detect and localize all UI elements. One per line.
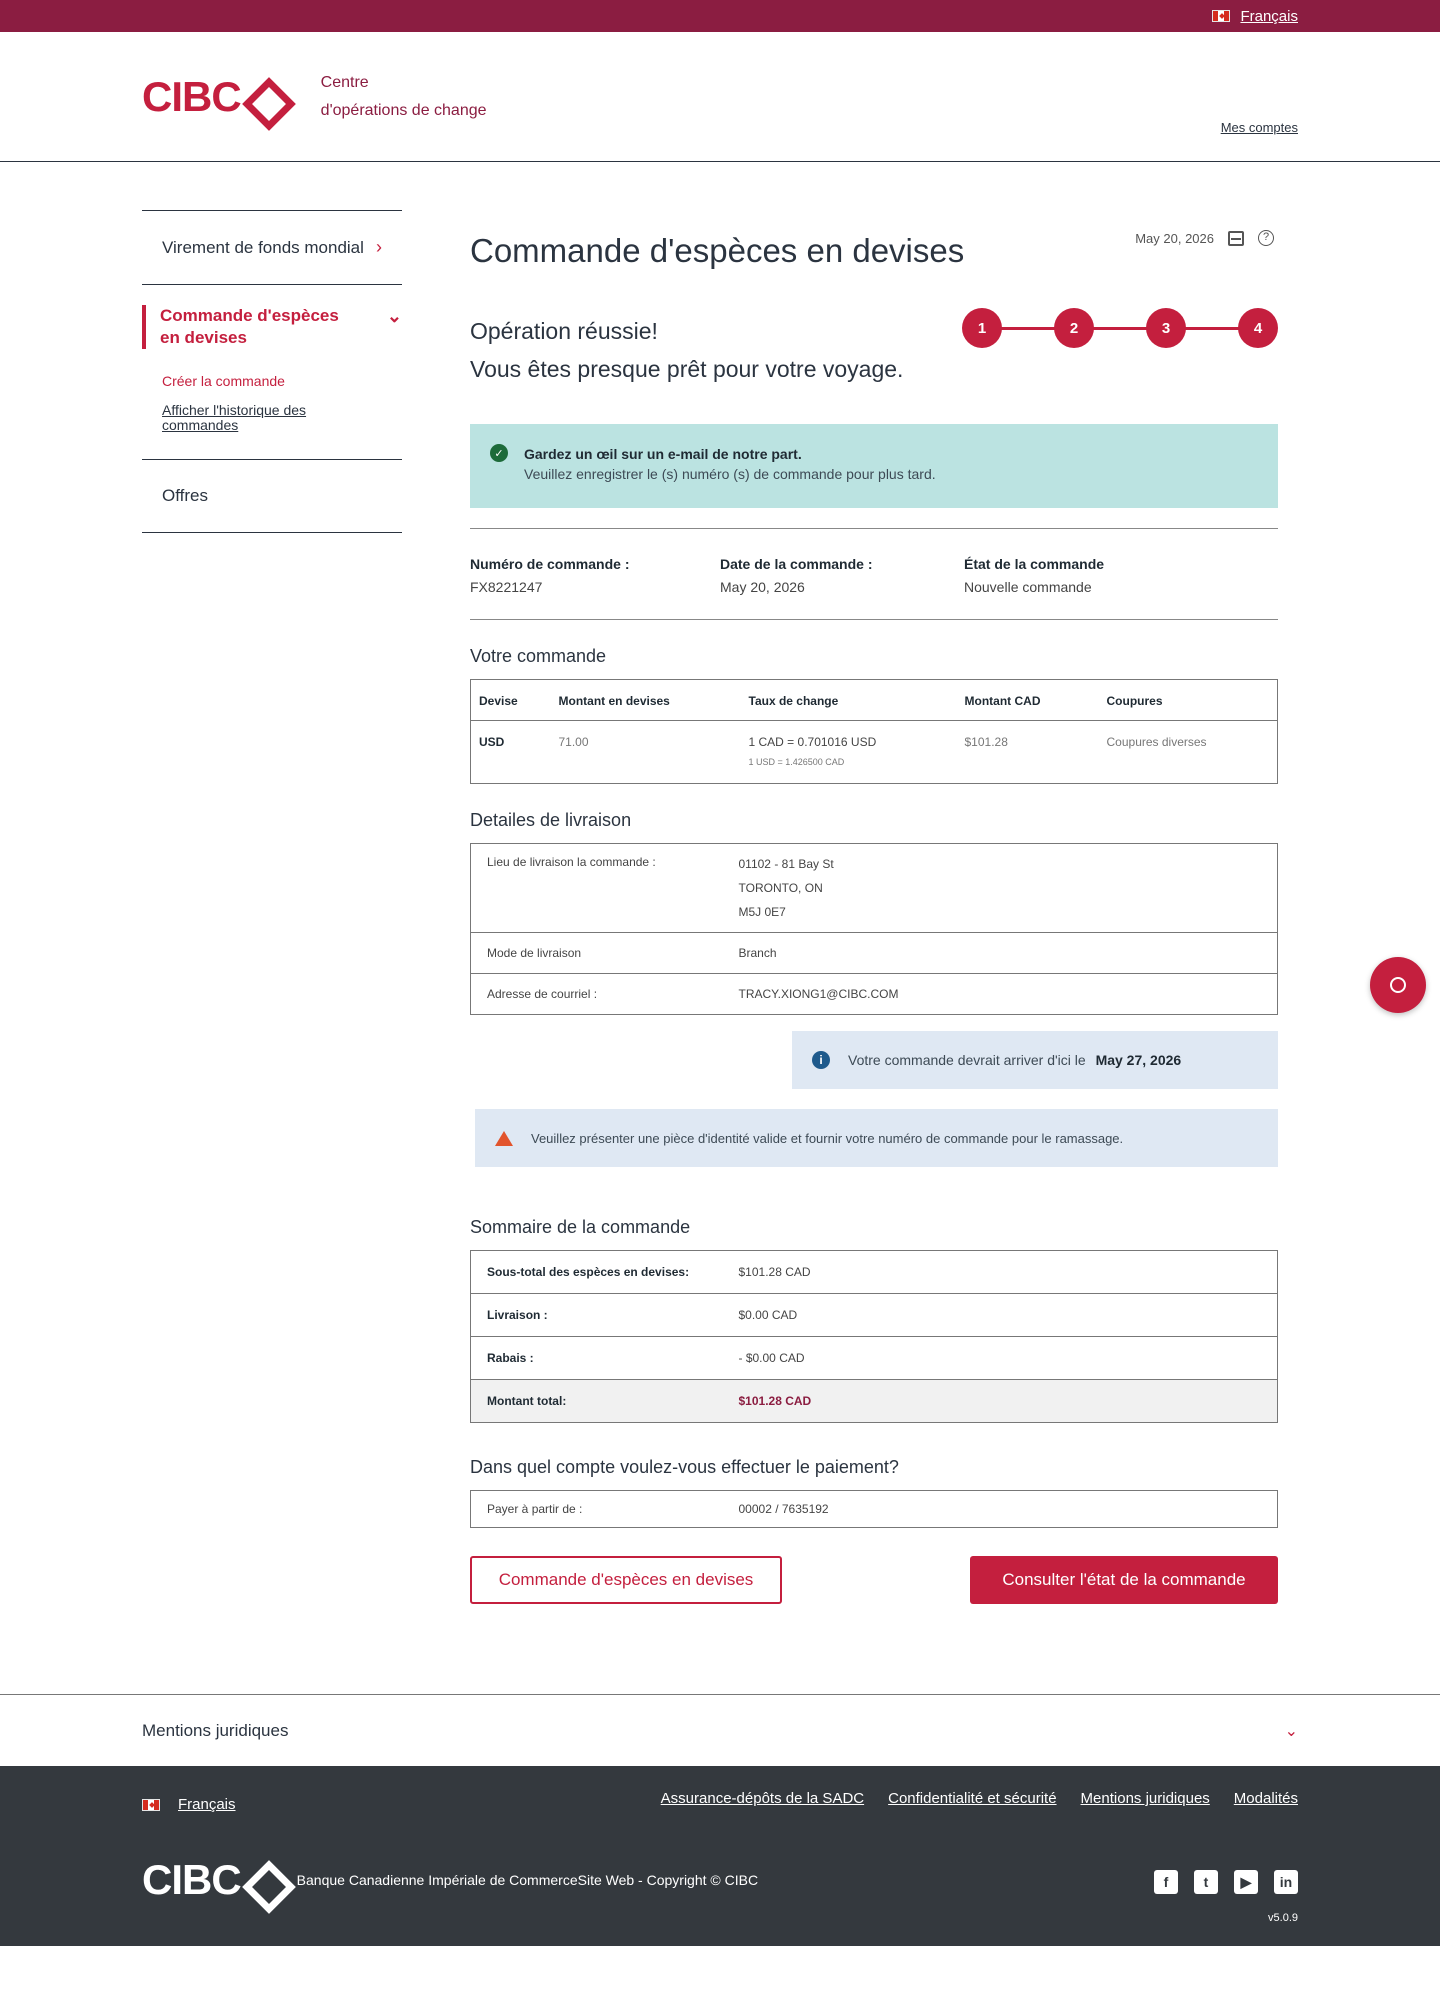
order-number-value: FX8221247	[470, 579, 543, 595]
page-title: Commande d'espèces en devises	[470, 232, 965, 269]
address-line3: M5J 0E7	[738, 905, 786, 919]
delivery-table	[470, 843, 1278, 1015]
delivery-mode-label: Mode de livraison	[471, 933, 723, 974]
footer-language	[142, 1796, 236, 1813]
cell-cad: $101.28	[964, 735, 1008, 749]
order-meta	[470, 528, 1278, 620]
sidebar-item-global-transfer[interactable]	[142, 210, 402, 284]
cell-rate	[741, 721, 957, 784]
sidebar-sub-order-history[interactable]: Afficher l'historique des commandes	[162, 402, 307, 433]
linkedin-icon[interactable]: in	[1274, 1870, 1298, 1894]
table-row	[471, 974, 1278, 1015]
discount-value: - $0.00 CAD	[723, 1337, 1278, 1380]
alert-text: Veuillez enregistrer le (s) numéro (s) de commande pour plus tard.	[524, 466, 936, 482]
cibc-diamond-icon	[245, 80, 279, 114]
legal-accordion[interactable]	[0, 1694, 1440, 1766]
logo-wordmark: CIBC	[142, 1856, 241, 1903]
total-value: $101.28 CAD	[723, 1380, 1278, 1423]
delivery-title: Detailes de livraison	[470, 810, 632, 830]
footer-links	[661, 1790, 1298, 1807]
total-label: Montant total:	[471, 1380, 723, 1423]
version-label: v5.0.9	[1268, 1912, 1298, 1924]
email-value: TRACY.XIONG1@CIBC.COM	[738, 987, 899, 1001]
success-line1: Opération réussie!	[470, 318, 658, 344]
address-line1: 01102 - 81 Bay St	[738, 857, 834, 871]
delivery-location-label: Lieu de livraison la commande :	[471, 844, 723, 933]
delivery-fee-value: $0.00 CAD	[723, 1294, 1278, 1337]
sidebar-item-foreign-cash[interactable]	[142, 284, 402, 459]
success-line2: Vous êtes presque prêt pour votre voyage.	[470, 356, 904, 382]
pickup-warning	[475, 1109, 1278, 1167]
order-status-label: État de la commande	[964, 556, 1105, 572]
main-content	[470, 162, 1278, 1694]
footer-link-sadc[interactable]: Assurance-dépôts de la SADC	[660, 1790, 865, 1807]
action-buttons	[470, 1556, 1278, 1604]
column-header: Montant CAD	[957, 680, 1099, 721]
chevron-right-icon: ›	[376, 237, 382, 257]
help-icon[interactable]: ?	[1258, 230, 1274, 246]
table-row	[471, 1251, 1278, 1294]
sidebar-sub-create-order[interactable]: Créer la commande	[162, 373, 285, 389]
legal-label: Mentions juridiques	[142, 1720, 289, 1740]
sidebar-item-label: Commande d'espèces en devises	[160, 306, 339, 347]
cell-amount: 71.00	[558, 735, 589, 749]
stepper-line	[982, 327, 1258, 330]
table-row	[471, 1294, 1278, 1337]
social-links	[1154, 1870, 1298, 1894]
delivery-fee-label: Livraison :	[471, 1294, 723, 1337]
footer-link-privacy[interactable]: Confidentialité et sécurité	[888, 1790, 1057, 1807]
arrival-info	[792, 1031, 1278, 1089]
column-header: Devise	[471, 680, 551, 721]
twitter-icon[interactable]: t	[1194, 1870, 1218, 1894]
delivery-address	[723, 844, 1278, 933]
table-row	[471, 933, 1278, 974]
current-date: May 20, 2026	[1135, 230, 1214, 246]
cibc-logo	[142, 1856, 279, 1904]
footer-link-legal[interactable]: Mentions juridiques	[1080, 1790, 1210, 1807]
step-1: 1	[962, 308, 1002, 348]
cibc-diamond-icon	[245, 1863, 279, 1897]
sidebar-item-label: Offres	[162, 486, 208, 505]
step-2: 2	[1054, 308, 1094, 348]
rate-inverse-text: 1 USD = 1.426500 CAD	[748, 757, 845, 767]
table-row	[471, 1380, 1278, 1423]
order-date	[720, 553, 964, 599]
site-footer	[0, 1766, 1440, 1946]
order-number-label: Numéro de commande :	[470, 556, 630, 572]
new-order-button[interactable]: Commande d'espèces en devises	[470, 1556, 782, 1604]
site-name	[321, 69, 487, 125]
column-header: Coupures	[1099, 680, 1278, 721]
site-name-line1: Centre	[320, 73, 369, 91]
column-header: Montant en devises	[551, 680, 741, 721]
alert-title: Gardez un œil sur un e-mail de notre part.	[524, 446, 802, 462]
warning-text: Veuillez présenter une pièce d'identité valide et fournir votre numéro de commande pour le ramassage.	[531, 1130, 1124, 1146]
order-status	[964, 553, 1104, 599]
language-toggle-link[interactable]: Français	[1240, 7, 1298, 25]
site-header	[0, 32, 1440, 162]
footer-language-link[interactable]: Français	[178, 1796, 236, 1813]
view-status-button[interactable]: Consulter l'état de la commande	[970, 1556, 1278, 1604]
delivery-mode-value: Branch	[723, 933, 1278, 974]
info-icon: i	[812, 1051, 830, 1069]
summary-table	[470, 1250, 1278, 1423]
warning-icon	[495, 1131, 513, 1146]
step-4: 4	[1238, 308, 1278, 348]
payment-title: Dans quel compte voulez-vous effectuer le paiement?	[470, 1457, 899, 1477]
progress-stepper	[962, 308, 1278, 348]
order-status-value: Nouvelle commande	[964, 579, 1092, 595]
order-number	[470, 553, 720, 599]
table-row	[471, 844, 1278, 933]
arrival-date: May 27, 2026	[1095, 1052, 1182, 1068]
canada-flag-icon	[142, 1799, 160, 1811]
my-accounts-link[interactable]: Mes comptes	[1220, 120, 1298, 135]
step-3: 3	[1146, 308, 1186, 348]
site-name-line2: d'opérations de change	[320, 101, 487, 119]
cell-currency: USD	[479, 735, 505, 749]
top-bar	[0, 0, 1440, 32]
subtotal-value: $101.28 CAD	[723, 1251, 1278, 1294]
table-header-row	[471, 680, 1278, 721]
sidebar	[142, 162, 402, 1694]
chevron-down-icon[interactable]: ⌄	[386, 306, 402, 326]
order-date-label: Date de la commande :	[720, 556, 873, 572]
check-circle-icon: ✓	[490, 444, 508, 462]
column-header: Taux de change	[741, 680, 957, 721]
sidebar-item-label: Virement de fonds mondial	[162, 237, 364, 257]
chat-icon	[1390, 977, 1406, 993]
footer-link-terms[interactable]: Modalités	[1233, 1790, 1298, 1807]
facebook-icon[interactable]: f	[1154, 1870, 1178, 1894]
copyright: Banque Canadienne Impériale de CommerceSite Web - Copyright © CIBC	[296, 1872, 759, 1888]
chevron-down-icon: ⌄	[1284, 1722, 1298, 1740]
order-table	[470, 679, 1278, 784]
rate-text: 1 CAD = 0.701016 USD	[748, 735, 877, 749]
payment-table	[470, 1490, 1278, 1528]
your-order-title: Votre commande	[470, 646, 607, 666]
canada-flag-icon	[1212, 10, 1230, 22]
youtube-icon[interactable]: ▶	[1234, 1870, 1258, 1894]
address-line2: TORONTO, ON	[738, 881, 823, 895]
chat-button[interactable]	[1370, 957, 1426, 1013]
order-date-value: May 20, 2026	[720, 579, 805, 595]
subtotal-label: Sous-total des espèces en devises:	[471, 1251, 723, 1294]
table-row	[471, 1337, 1278, 1380]
payment-label: Payer à partir de :	[487, 1502, 583, 1516]
discount-label: Rabais :	[471, 1337, 723, 1380]
date-tools	[1135, 230, 1274, 246]
table-row	[471, 721, 1278, 784]
email-label: Adresse de courriel :	[487, 987, 598, 1001]
payment-account: 00002 / 7635192	[738, 1502, 829, 1516]
table-row	[471, 1491, 1278, 1528]
arrival-text: Votre commande devrait arriver d'ici le	[848, 1052, 1086, 1068]
success-section	[470, 312, 1278, 382]
sidebar-item-offers[interactable]	[142, 459, 402, 533]
logo-wordmark: CIBC	[142, 72, 241, 120]
summary-title: Sommaire de la commande	[470, 1217, 691, 1237]
print-icon[interactable]	[1228, 231, 1244, 246]
cibc-logo[interactable]	[142, 73, 279, 121]
cell-denominations: Coupures diverses	[1106, 735, 1207, 749]
footer-brand	[142, 1856, 758, 1904]
email-alert	[470, 424, 1278, 508]
